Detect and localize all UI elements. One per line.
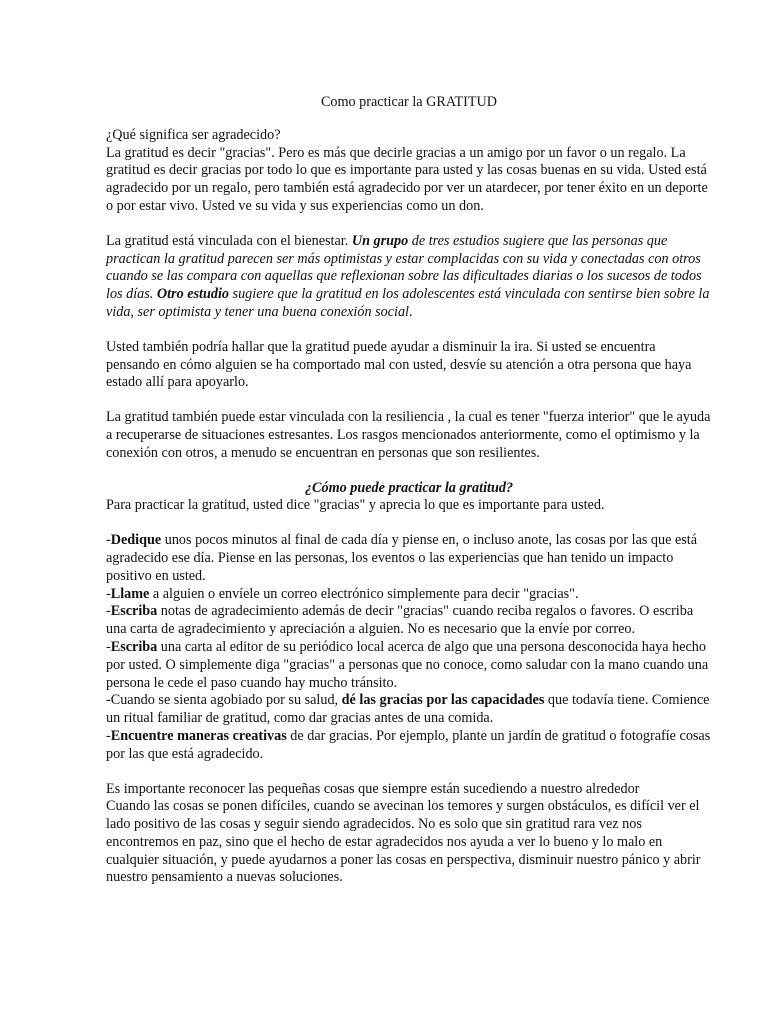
section-heading-practice: ¿Cómo puede practicar la gratitud?	[304, 479, 514, 496]
practice-intro: Para practicar la gratitud, usted dice "gracias" y aprecia lo que es importante para usted.	[106, 497, 605, 514]
list-item	[106, 603, 712, 639]
closing-first-line: Es importante reconocer las pequeñas cosas que siempre están sucediendo a nuestro alrededor	[106, 780, 640, 797]
paragraph-resilience: La gratitud también puede estar vinculada con la resiliencia , la cual es tener "fuerza interior" que le ayuda a recuperarse de situaciones estresantes. Los rasgos mencionados anteriormente, como el optimismo y la conexión con otros, a menudo se encuentran en personas que son resilientes.	[106, 409, 711, 461]
paragraph-anger: Usted también podría hallar que la gratitud puede ayudar a disminuir la ira. Si usted se encuentra pensando en cómo alguien se ha comportado mal con usted, desvíe su atención a otra persona que haya estado allí para apoyarlo.	[106, 338, 692, 391]
list-item-keyword: Escriba	[110, 638, 158, 655]
link-otro-estudio[interactable]: Otro estudio	[156, 286, 229, 303]
wellbeing-study-one: de tres estudios sugiere que las personas que practican la gratitud parecen ser más optimistas y estar complacidas con su vida y conectadas con otros cuando se las compara con aquellas que reflexionan sobre las dificultades diarias o los sucesos de todos los días.	[106, 232, 702, 303]
list-dash: -	[106, 585, 111, 602]
document-title: Como practicar la GRATITUD	[320, 94, 498, 110]
list-item-keyword: Encuentre maneras creativas	[110, 727, 287, 744]
wellbeing-period: .	[409, 303, 413, 320]
document-body	[106, 94, 712, 904]
list-item	[106, 532, 712, 585]
list-item-keyword: dé las gracias por las capacidades	[341, 692, 545, 709]
list-item-keyword: Llame	[110, 585, 150, 602]
paragraph-wellbeing	[106, 233, 712, 322]
list-item	[106, 639, 712, 692]
list-item	[106, 692, 712, 728]
list-dash: -	[106, 638, 111, 655]
closing-text: Cuando las cosas se ponen difíciles, cuando se avecinan los temores y surgen obstáculos, es difícil ver el lado positivo de las cosas y seguir siendo agradecidos. No es solo que sin gratitud rara vez nos encontremos en paz, sino que el hecho de estar agradecidos nos ayuda a ver lo bueno y lo malo en cualquier situación, y puede ayudarnos a poner las cosas en perspectiva, disminuir nuestro pánico y abrir nuestro pensamiento a nuevas soluciones.	[106, 798, 701, 886]
paragraph-meaning	[106, 127, 712, 216]
list-dash: -	[106, 727, 111, 744]
wellbeing-study-two: sugiere que la gratitud en los adolescentes está vinculada con sentirse bien sobre la vida, ser optimista y tener una buena conexión social	[106, 286, 710, 320]
link-un-grupo[interactable]: Un grupo	[351, 232, 409, 249]
list-item-text: unos pocos minutos al final de cada día y piense en, o incluso anote, las cosas por las que está agradecido ese día. Piense en las personas, los eventos o las experiencias que han tenido un impacto positivo en usted.	[106, 532, 698, 584]
list-item	[106, 586, 712, 604]
list-item-text: que todavía tiene. Comience un ritual familiar de gratitud, como dar gracias antes de una comida.	[106, 692, 710, 727]
list-item-keyword: Escriba	[110, 603, 158, 620]
paragraph-closing	[106, 781, 712, 888]
list-dash: -	[106, 603, 111, 620]
list-dash: -	[106, 692, 111, 709]
list-item-text: a alguien o envíele un correo electrónico simplemente para decir "gracias".	[149, 585, 579, 602]
list-item-keyword: Dedique	[110, 532, 162, 549]
list-dash: -	[106, 532, 111, 549]
list-item-prefix: Cuando se sienta agobiado por su salud,	[110, 692, 342, 709]
list-item-text: de dar gracias. Por ejemplo, plante un jardín de gratitud o fotografíe cosas por las que está agradecido.	[106, 727, 711, 762]
wellbeing-intro: La gratitud está vinculada con el bienestar.	[106, 232, 352, 249]
list-item	[106, 728, 712, 764]
list-item-text: notas de agradecimiento además de decir "gracias" cuando reciba regalos o favores. O escriba una carta de agradecimiento y apreciación a alguien. No es necesario que la envíe por correo.	[106, 603, 694, 638]
question-heading: ¿Qué significa ser agradecido?	[106, 126, 281, 143]
list-item-text: una carta al editor de su periódico local acerca de algo que una persona desconocida haya hecho por usted. O simplemente diga "gracias" a personas que no conoce, como saludar con la mano cuando una persona le cede el paso cuando hay mucho tránsito.	[106, 638, 709, 691]
paragraph-meaning-text: La gratitud es decir "gracias". Pero es más que decirle gracias a un amigo por un favor o un regalo. La gratitud es decir gracias por todo lo que es importante para usted y las cosas buenas en su vida. Usted está agradecido por un regalo, pero también está agradecido por ver un atardecer, por tener éxito en un deporte o por estar vivo. Usted ve su vida y sus experiencias como un don.	[106, 144, 708, 214]
